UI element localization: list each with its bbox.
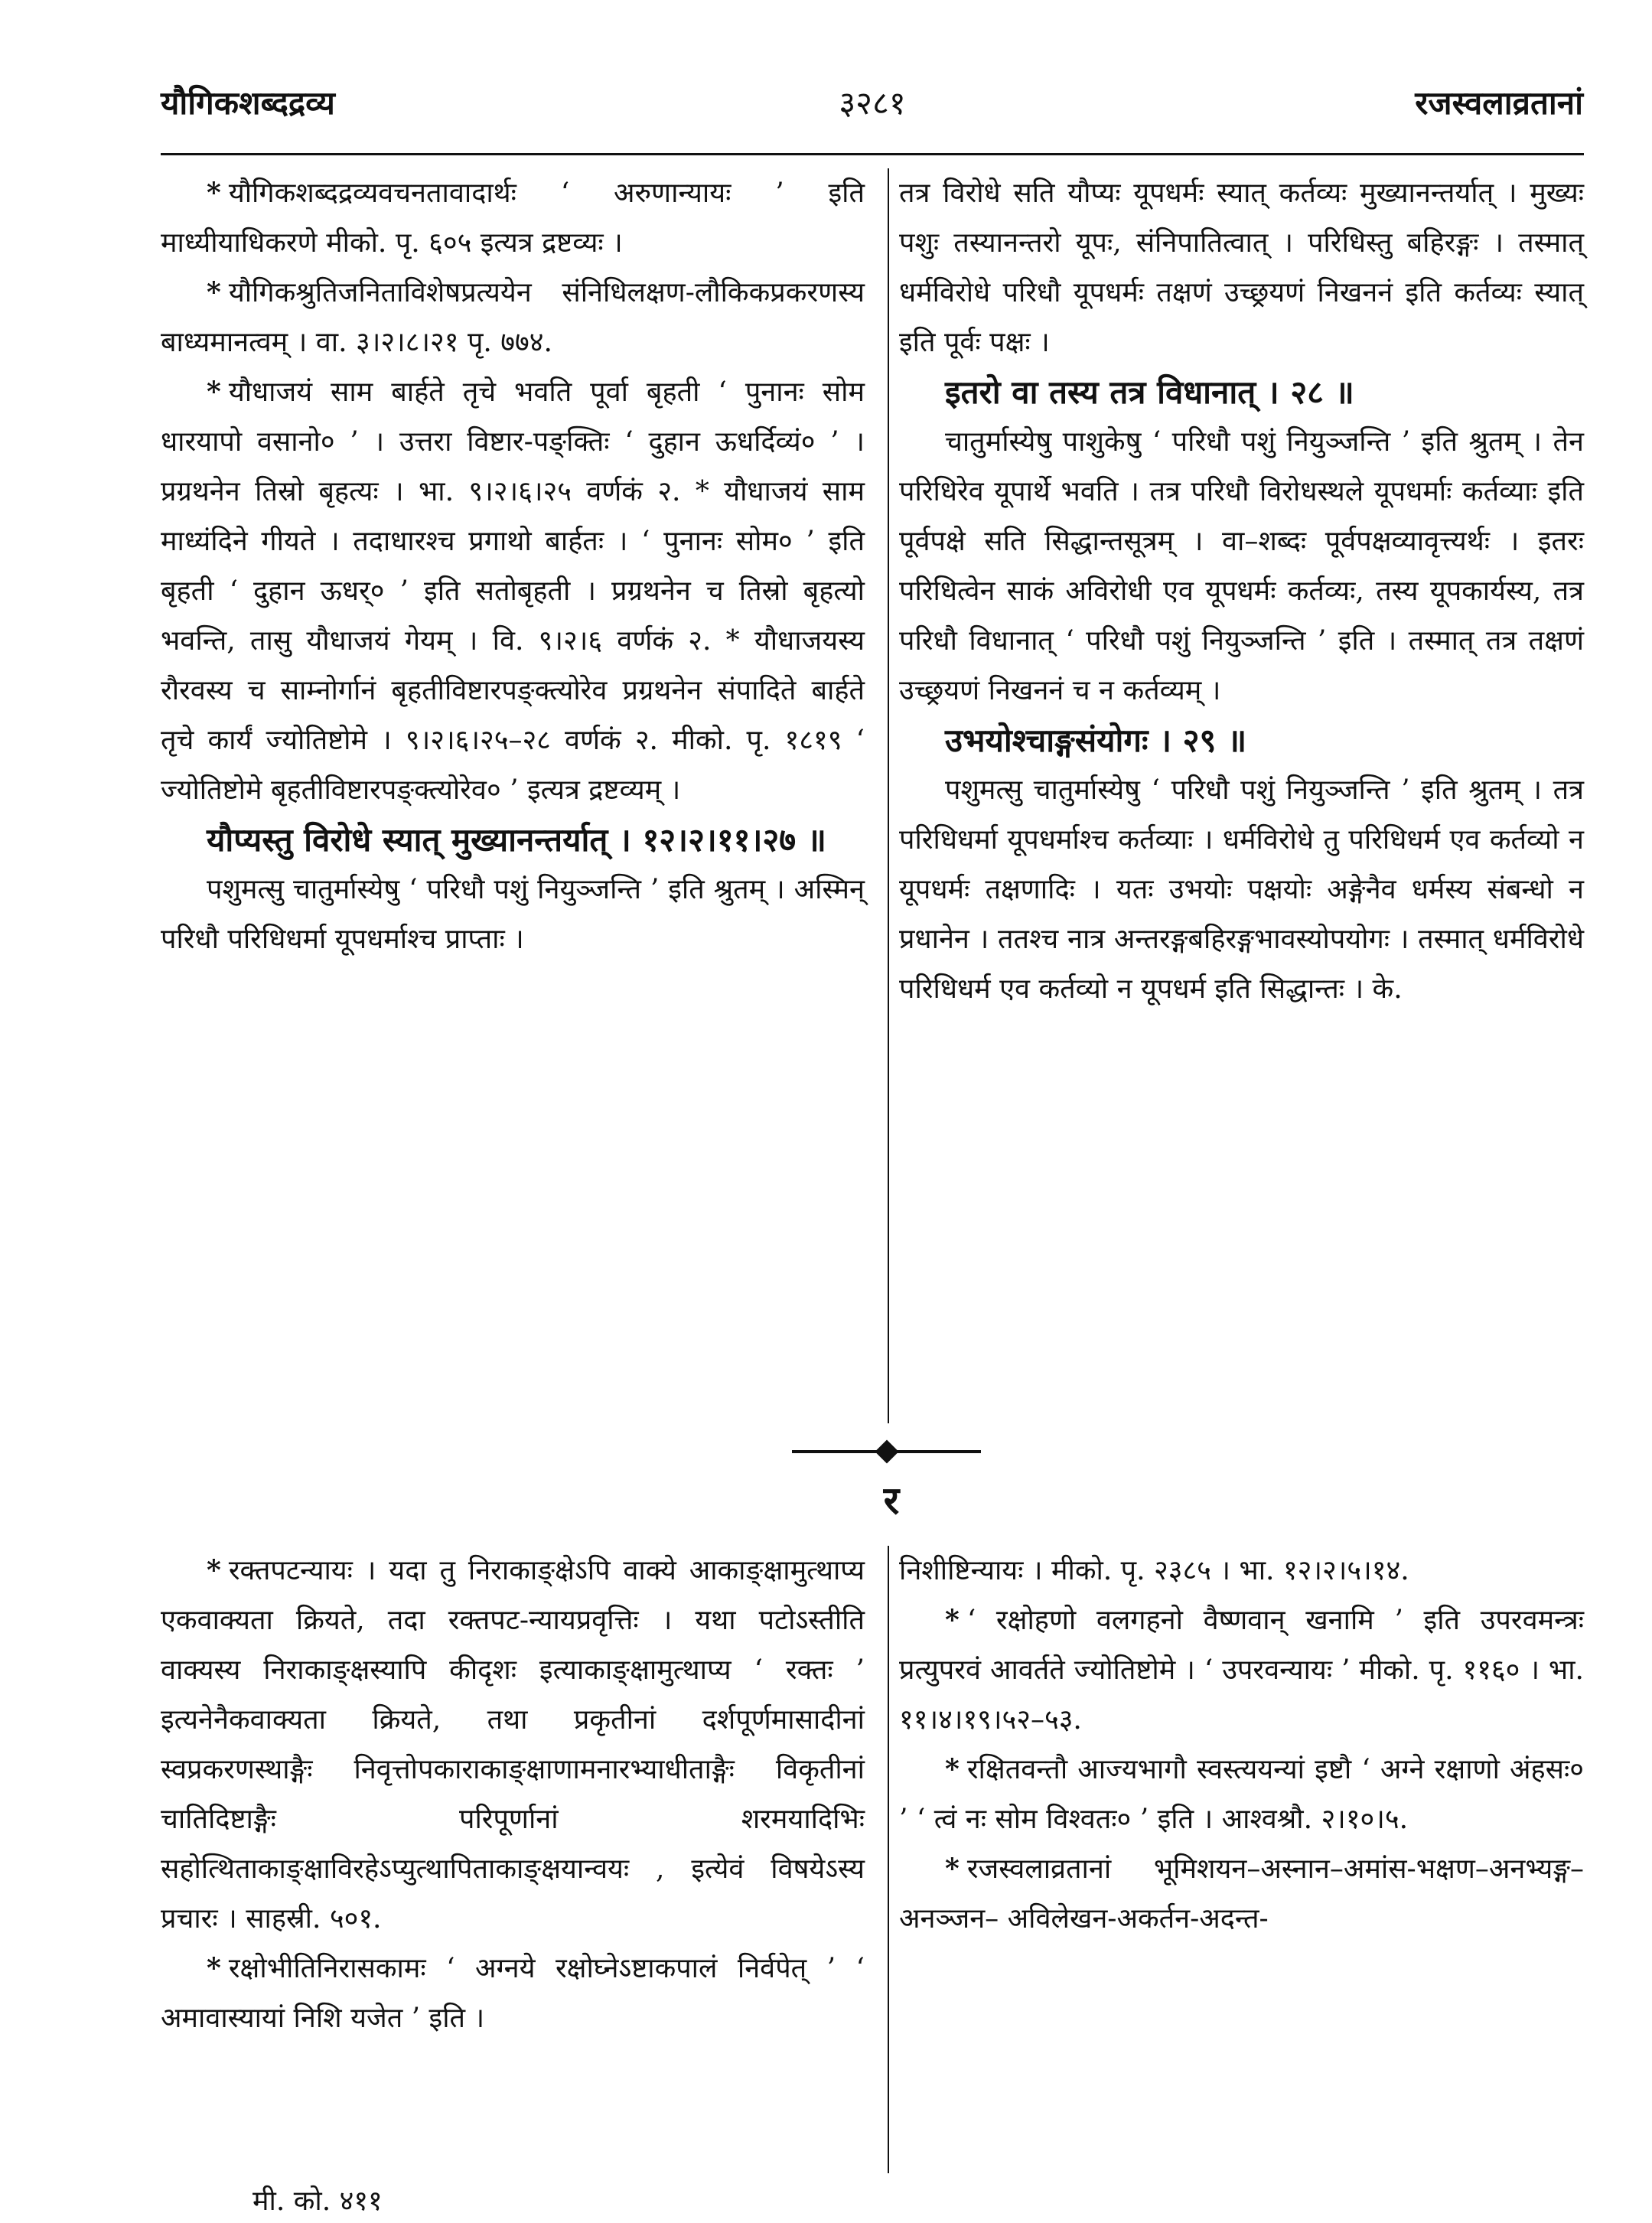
bottom-left-column	[161, 1546, 865, 2043]
sutra-heading: यौप्यस्तु विरोधे स्यात् मुख्यानन्तर्यात् । १२।२।११।२७ ॥	[207, 821, 826, 859]
entry: * रक्तपटन्यायः । यदा तु निराकाङ्क्षेऽपि वाक्ये आकाङ्क्षामुत्थाप्य एकवाक्यता क्रियते, तदा रक्तपट-न्यायप्रवृत्तिः । यथा पटोऽस्तीति वाक्यस्य निराकाङ्क्षस्यापि कीदृशः इत्याकाङ्क्षामुत्थाप्य ‘ रक्तः ’ इत्यनेनैकवाक्यता क्रियते, तथा प्रकृतीनां दर्शपूर्णमासादीनां स्वप्रकरणस्थाङ्गैः निवृत्तोपकाराकाङ्क्षाणामनारभ्याधीताङ्गैः विकृतीनां चातिदिष्टाङ्गैः परिपूर्णानां शरमयादिभिः सहोत्थिताकाङ्क्षाविरहेऽप्युत्थापिताकाङ्क्षयान्वयः , इत्येवं विषयेऽस्य प्रचारः । साहस्री. ५०१.	[161, 1554, 865, 1935]
page-number: ३२८१	[839, 84, 906, 122]
entry: * ‘ रक्षोहणो वलगहनो वैष्णवान् खनामि ’ इति उपरवमन्त्रः प्रत्युपरवं आवर्तते ज्योतिष्टोमे । ‘ उपरवन्यायः ’ मीको. पृ. ११६० । भा. ११।४।१९।५२–५३.	[899, 1604, 1584, 1736]
separator-line-left	[792, 1450, 884, 1453]
bottom-right-column	[899, 1546, 1584, 1944]
entry: * यौगिकशब्दद्रव्यवचनतावादार्थः ‘ अरुणान्यायः ’ इति माध्यीयाधिकरणे मीको. पृ. ६०५ इत्यत्र द्रष्टव्यः ।	[161, 177, 865, 259]
entry: * रजस्वलाव्रतानां भूमिशयन–अस्नान–अमांस-भक्षण–अनभ्यङ्ग–अनञ्जन– अविलेखन-अकर्तन-अदन्त-	[899, 1853, 1584, 1935]
section-letter: र	[883, 1478, 900, 1523]
column-divider-bottom	[888, 1546, 889, 2173]
footer-signature: मी. को. ४११	[253, 2186, 383, 2217]
entry: निशीष्टिन्यायः । मीको. पृ. २३८५ । भा. १२।२।५।१४.	[899, 1555, 1409, 1586]
entry: * रक्षितवन्तौ आज्यभागौ स्वस्त्ययन्यां इष्टौ ‘ अग्ने रक्षाणो अंहसः० ’ ‘ त्वं नः सोम विश्वतः० ’ इति । आश्वश्रौ. २।१०।५.	[899, 1753, 1584, 1835]
sutra-heading: उभयोश्चाङ्गसंयोगः । २९ ॥	[945, 722, 1247, 759]
commentary: पशुमत्सु चातुर्मास्येषु ‘ परिधौ पशुं नियुञ्जन्ति ’ इति श्रुतम् । तत्र परिधिधर्मा यूपधर्माश्च कर्तव्याः । धर्मविरोधे तु परिधिधर्म एव कर्तव्यो न यूपधर्मः तक्षणादिः । यतः उभयोः पक्षयोः अङ्गेनैव धर्मस्य संबन्धो न प्रधानेन । ततश्च नात्र अन्तरङ्गबहिरङ्गभावस्योपयोगः । तस्मात् धर्मविरोधे परिधिधर्म एव कर्तव्यो न यूपधर्म इति सिद्धान्तः । के.	[899, 774, 1584, 1005]
running-head-left: यौगिकशब्दद्रव्य	[161, 84, 335, 122]
entry: * यौधाजयं साम बार्हते तृचे भवति पूर्वा बृहती ‘ पुनानः सोम धारयापो वसानो० ’ । उत्तरा विष्टार-पङ्क्तिः ‘ दुहान ऊधर्दिव्यं० ’ । प्रग्रथनेन तिस्रो बृहत्यः । भा. ९।२।६।२५ वर्णकं २. * यौधाजयं साम माध्यंदिने गीयते । तदाधारश्च प्रगाथो बार्हतः । ‘ पुनानः सोम० ’ इति बृहती ‘ दुहान ऊधर्० ’ इति सतोबृहती । प्रग्रथनेन च तिस्रो बृहत्यो भवन्ति, तासु यौधाजयं गेयम् । वि. ९।२।६ वर्णकं २. * यौधाजयस्य रौरवस्य च साम्नोर्गानं बृहतीविष्टारपङ्क्त्योरेव प्रग्रथनेन संपादिते बार्हते तृचे कार्यं ज्योतिष्टोमे । ९।२।६।२५–२८ वर्णकं २. मीको. पृ. १८१९ ‘ ज्योतिष्टोमे बृहतीविष्टारपङ्क्त्योरेव० ’ इत्यत्र द्रष्टव्यम् ।	[161, 376, 865, 806]
separator-line-right	[889, 1450, 981, 1453]
header-rule	[161, 153, 1584, 155]
column-divider-top	[888, 168, 889, 1423]
entry: * यौगिकश्रुतिजनिताविशेषप्रत्ययेन संनिधिलक्षण-लौकिकप्रकरणस्य बाध्यमानत्वम् । वा. ३।२।८।२१ पृ. ७७४.	[161, 276, 865, 358]
running-head-right: रजस्वलाव्रतानां	[1415, 84, 1583, 122]
commentary: चातुर्मास्येषु पाशुकेषु ‘ परिधौ पशुं नियुञ्जन्ति ’ इति श्रुतम् । तेन परिधिरेव यूपार्थे भवति । तत्र परिधौ विरोधस्थले यूपधर्माः कर्तव्याः इति पूर्वपक्षे सति सिद्धान्तसूत्रम् । वा–शब्दः पूर्वपक्षव्यावृत्त्यर्थः । इतरः परिधित्वेन साकं अविरोधी एव यूपधर्मः कर्तव्यः, तस्य यूपकार्यस्य, तत्र परिधौ विधानात् ‘ परिधौ पशुं नियुञ्जन्ति ’ इति । तस्मात् तत्र तक्षणं उच्छ्रयणं निखननं च न कर्तव्यम् ।	[899, 426, 1584, 706]
sutra-heading: इतरो वा तस्य तत्र विधानात् । २८ ॥	[945, 373, 1354, 411]
top-left-column	[161, 168, 865, 964]
top-right-column	[899, 168, 1584, 1014]
entry: * रक्षोभीतिनिरासकामः ‘ अग्नये रक्षोघ्नेऽष्टाकपालं निर्वपेत् ’ ‘ अमावास्यायां निशि यजेत ’ इति ।	[161, 1952, 865, 2034]
commentary: तत्र विरोधे सति यौप्यः यूपधर्मः स्यात् कर्तव्यः मुख्यानन्तर्यात् । मुख्यः पशुः तस्यानन्तरो यूपः, संनिपातित्वात् । परिधिस्तु बहिरङ्गः । तस्मात् धर्मविरोधे परिधौ यूपधर्मः तक्षणं उच्छ्रयणं निखननं इति कर्तव्यः स्यात् इति पूर्वः पक्षः ।	[899, 178, 1584, 358]
commentary: पशुमत्सु चातुर्मास्येषु ‘ परिधौ पशुं नियुञ्जन्ति ’ इति श्रुतम् । अस्मिन् परिधौ परिधिधर्मा यूपधर्माश्च प्राप्ताः ।	[161, 874, 865, 955]
